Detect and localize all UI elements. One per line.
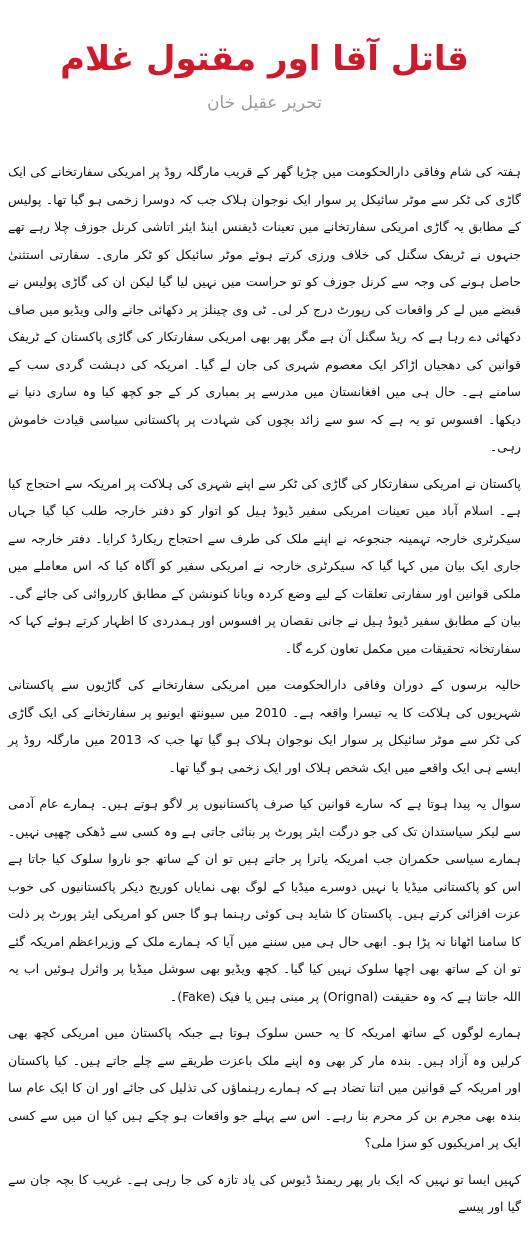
author-byline: تحریر عقیل خان bbox=[207, 93, 322, 113]
article-body bbox=[8, 158, 521, 1221]
paragraph-3: حالیہ برسوں کے دوران وفاقی دارالحکومت میں امریکی سفارتخانے کی گاڑیوں سے پاکستانی شہریوں کی ہلاکت کا یہ تیسرا واقعہ ہے۔ 2010 میں سیونتھ ایونیو پر سفارتخانے کی ایک گاڑی کی ٹکر سے موٹر سائیکل پر سوار ایک نوجوان ہلاک ہو گیا تھا جب کہ 2013 میں مارگلہ روڈ پر ایسے ہی ایک واقعے میں ایک شخص ہلاک اور ایک زخمی ہو گیا تھا۔ bbox=[8, 677, 521, 775]
paragraph-6: کہیں ایسا تو نہیں کہ ایک بار پھر ریمنڈ ڈیوس کی یاد تازہ کی جا رہی ہے۔ غریب کا بچہ جان سے گیا اور پیسے bbox=[8, 1171, 521, 1214]
paragraph-5: ہمارے لوگوں کے ساتھ امریکہ کا یہ حسن سلوک ہوتا ہے جبکہ پاکستان میں امریکی کچھ بھی کرلیں وہ آزاد ہیں۔ بندہ مار کر بھی وہ اپنے ملک باعزت طریقے سے چلے جاتے ہیں۔ کیا پاکستان اور امریکہ کے قوانین میں اتنا تضاد ہے کہ ہمارے رہنماؤں کی تذلیل کی جائے اور ان کا ایک عام سا بندہ بھی مجرم بن کر محرم بنا رہے۔ اس سے پہلے جو واقعات ہو چکے ہیں کیا ان میں سے کسی ایک پر امریکیوں کو سزا ملی؟ bbox=[8, 1025, 521, 1150]
article-title: قاتل آقا اور مقتول غلام bbox=[60, 39, 469, 79]
paragraph-2: پاکستان نے امریکی سفارتکار کی گاڑی کی ٹکر سے اپنے شہری کی ہلاکت پر امریکہ سے احتجاج کیا ہے۔ اسلام آباد میں تعینات امریکی سفیر ڈیوڈ ہیل کو اتوار کو دفتر خارجہ طلب کیا گیا جہاں سیکرٹری خارجہ تہمینہ جنجوعہ نے اپنے ملک کی طرف سے احتجاج ریکارڈ کرایا۔ دفتر خارجہ سے جاری ایک بیان میں کہا گیا کہ سیکرٹری خارجہ نے امریکی سفیر کو آگاہ کیا کہ اس معاملے میں ملکی قوانین اور سفارتی تعلقات کے لیے وضع کردہ ویانا کنونشن کے مطابق کارروائی کی جائے گی۔ بیان کے مطابق سفیر ڈیوڈ ہیل نے جانی نقصان پر افسوس اور ہمدردی کا اظہار کرتے ہوئے کہا کہ سفارتخانہ تحقیقات میں مکمل تعاون کرے گا۔ bbox=[8, 475, 521, 656]
paragraph-4: سوال یہ پیدا ہوتا ہے کہ سارے قوانین کیا صرف پاکستانیوں پر لاگو ہوتے ہیں۔ ہمارے عام آدمی سے لیکر سیاستدان تک کی جو درگت ایئر پورٹ پر بنائی جاتی ہے وہ کسی سے ڈھکی چھپی نہیں۔ ہمارے سیاسی حکمران جب امریکہ یاترا پر جاتے ہیں تو ان کے ساتھ جو ناروا سلوک کیا جاتا ہے اس کو پاکستانی میڈیا یا نہیں دوسرے میڈیا کے لوگ بھی نمایاں کوریج دیکر پاکستانیوں کی خوب عزت افزائی کرتے ہیں۔ پاکستان کا شاید ہی کوئی رہنما ہو گا جس کو امریکی ایئر پورٹ پر ذلت کا سامنا اٹھانا نہ پڑا ہو۔ ابھی حال ہی میں سننے میں آیا کہ ہمارے ملک کے وزیراعظم امریکہ گئے تو ان کے ساتھ بھی اچھا سلوک نہیں کیا گیا۔ کچھ ویڈیو بھی سوشل میڈیا پر وائرل ہوئیں اب یہ اللہ جانتا ہے کہ وہ حقیقت (Orignal) پر مبنی ہیں یا فیک (Fake)۔ bbox=[8, 796, 521, 1004]
paragraph-1: ہفتہ کی شام وفاقی دارالحکومت میں چڑیا گھر کے قریب مارگلہ روڈ پر امریکی سفارتخانے کی ایک گاڑی کی ٹکر سے موٹر سائیکل پر سوار ایک نوجوان ہلاک جب کہ دوسرا زخمی ہو گیا تھا۔ پولیس کے مطابق یہ گاڑی امریکی سفارتخانے میں تعینات ڈیفنس اینڈ ایئر اتاشی کرنل جوزف چلا رہے تھے جنہوں نے ٹریفک سگنل کی خلاف ورزی کرتے ہوئے موٹر سائیکل کو ٹکر ماری۔ سفارتی استثنیٰ حاصل ہونے کی وجہ سے کرنل جوزف کو تو حراست میں نہیں لیا گیا لیکن ان کی گاڑی پولیس نے قبضے میں لے کر واقعات کی رپورٹ درج کر لی۔ ٹی وی چینلز پر دکھائی جانے والی ویڈیو میں صاف دکھائی دے رہا ہے کہ ریڈ سگنل آن ہے مگر پھر بھی امریکی سفارتکار کی گاڑی پاکستان کے ٹریفک قوانین کی دھجیاں اڑاکر ایک معصوم شہری کی جان لے گیا۔ امریکہ کی دہشت گردی سب کے سامنے ہے۔ حال ہی میں افغانستان میں مدرسے پر بمباری کر کے جو کچھ کیا وہ ساری دنیا نے دیکھا۔ افسوس تو یہ ہے کہ سو سے زائد بچوں کی شہادت پر پاکستانی سیاسی قیادت خاموش رہی۔ bbox=[8, 164, 521, 454]
